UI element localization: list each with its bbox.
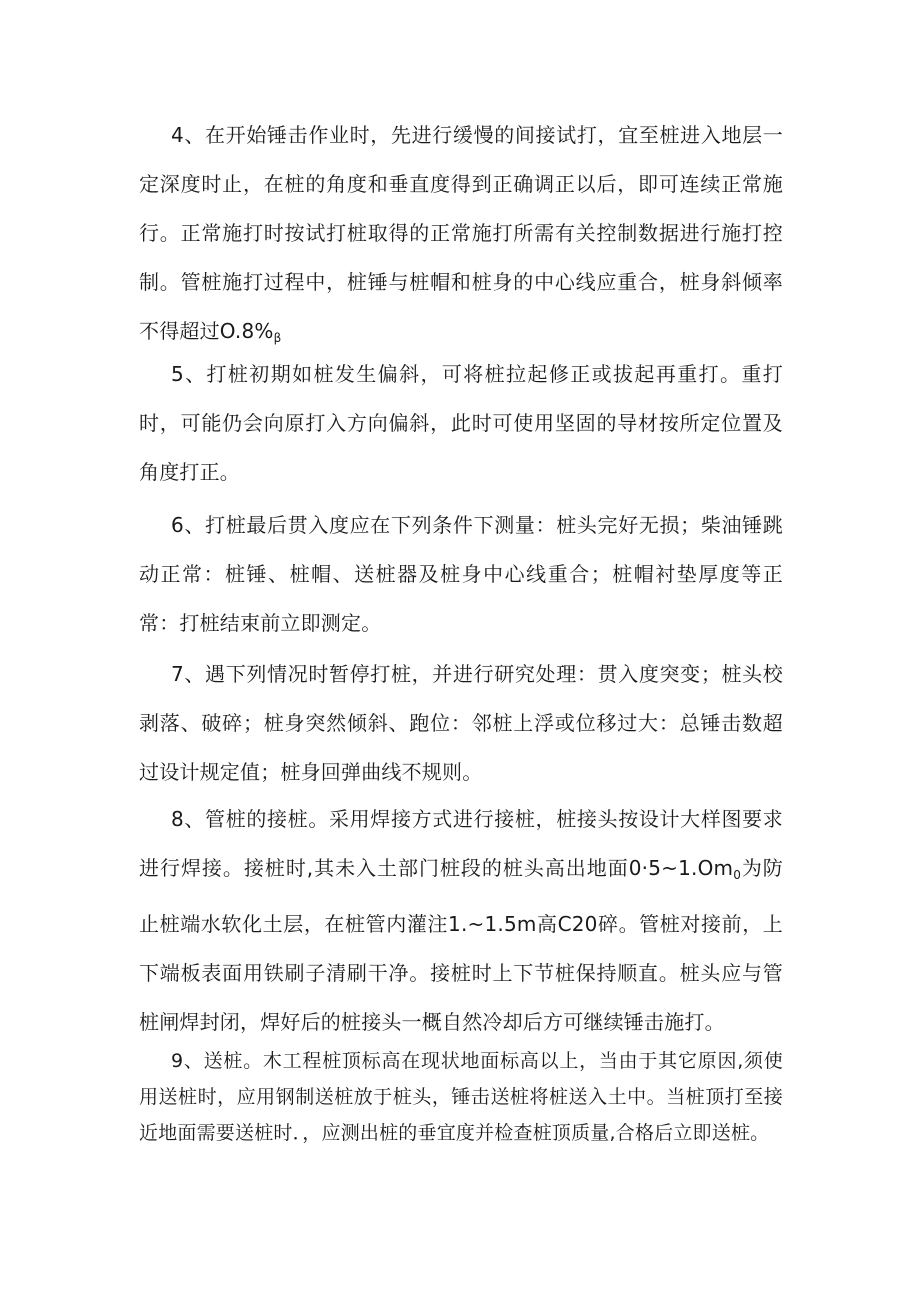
paragraph-8 xyxy=(139,795,783,1047)
paragraph-8-subscript: 0 xyxy=(733,868,742,882)
paragraph-8-text-b: 为防止桩端水软化土层，在桩管内灌注1.~1.5m高C20碎。管桩对接前，上下端板表面用铁刷子清刷干净。接桩时上下节桩保持顺直。桩头应与管桩闸焊封闭，焊好后的桩接头一概自然冷却后方可继续锤击施打。 xyxy=(139,856,783,1034)
paragraph-9: 9、送桩。木工程桩顶标高在现状地面标高以上，当由于其它原因,须使用送桩时，应用钢制送桩放于桩头，锤击送桩将桩送入土中。当桩顶打至接近地面需要送桩时．，应测出桩的垂宜度并检查桩顶质量,合格后立即送桩。 xyxy=(139,1050,783,1144)
paragraph-7: 7、遇下列情况时暂停打桩，并进行研究处理：贯入度突变；桩头校剥落、破碎；桩身突然倾斜、跑位：邻桩上浮或位移过大：总锤击数超过设计规定值；桩身回弹曲线不规则。 xyxy=(139,662,783,784)
paragraph-6: 6、打桩最后贯入度应在下列条件下测量：桩头完好无损；柴油锤跳动正常：桩锤、桩帽、送桩器及桩身中心线重合；桩帽衬垫厚度等正常：打桩结束前立即测定。 xyxy=(139,513,783,635)
paragraph-4-suffix: β xyxy=(273,331,282,345)
paragraph-8-text-a: 8、管桩的接桩。采用焊接方式进行接桩，桩接头按设计大样图要求进行焊接。接桩时,其未入土部门桩段的桩头高出地面0·5~1.Om xyxy=(139,807,783,880)
paragraph-4 xyxy=(139,111,783,363)
paragraph-5: 5、打桩初期如桩发生偏斜，可将桩拉起修正或拔起再重打。重打时，可能仍会向原打入方向偏斜，此时可使用坚固的导材按所定位置及角度打正。 xyxy=(139,362,783,484)
paragraph-4-text: 4、在开始锤击作业时，先进行缓慢的间接试打，宜至桩进入地层一定深度时止，在桩的角度和垂直度得到正确调正以后，即可连续正常施行。正常施打时按试打桩取得的正常施打所需有关控制数据进行施打控制。管桩施打过程中，桩锤与桩帽和桩身的中心线应重合，桩身斜倾率不得超过O.8% xyxy=(139,123,783,343)
